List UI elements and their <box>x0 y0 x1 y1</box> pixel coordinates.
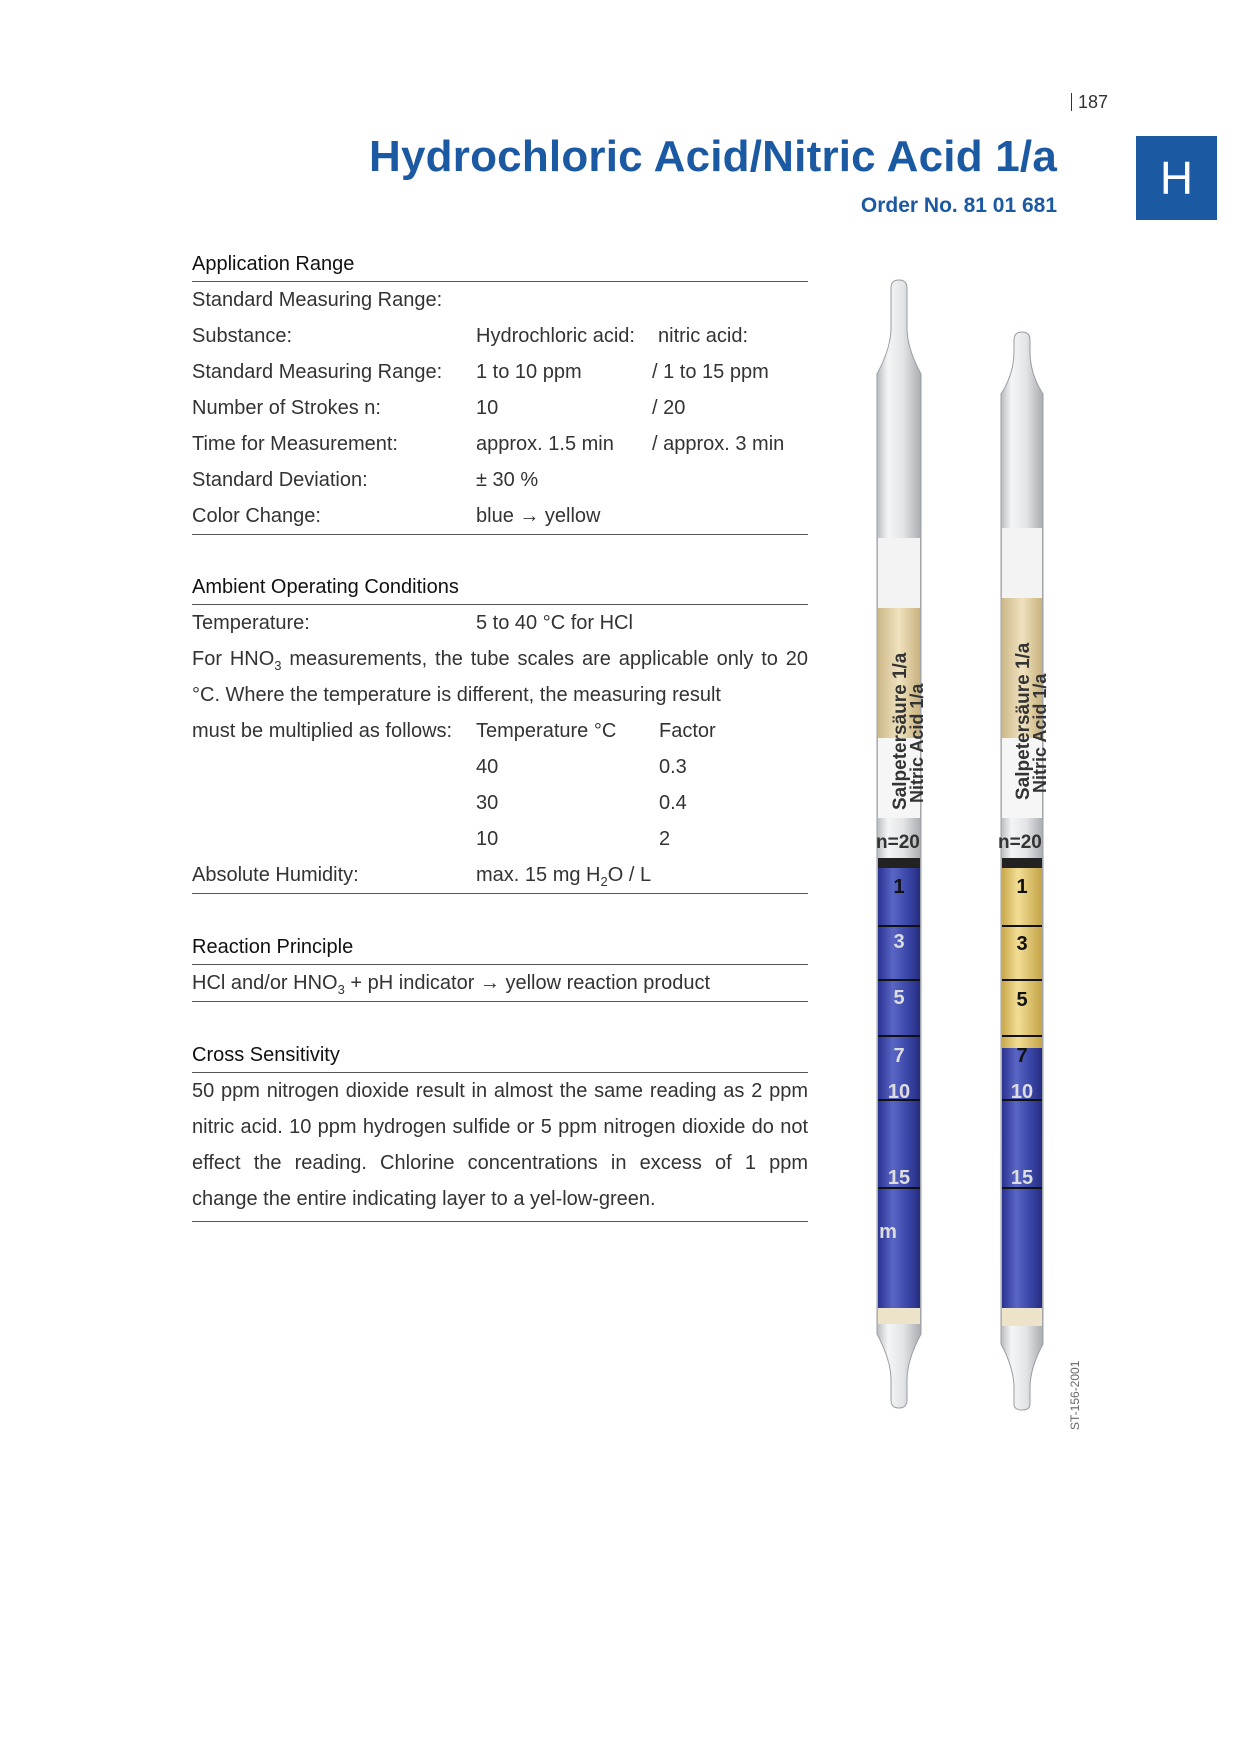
scale-label: 7 <box>1016 1045 1028 1067</box>
table-row: Standard Measuring Range: <box>192 289 443 311</box>
unit-label: m <box>879 1221 897 1243</box>
table-row: Temperature: 5 to 40 °C for HCl <box>192 612 633 634</box>
tube-2 <box>1001 332 1043 1410</box>
scale-label: 10 <box>1010 1081 1034 1103</box>
table-row: Substance: Hydrochloric acid: nitric acid: <box>192 325 749 347</box>
application-range-section <box>192 250 808 535</box>
table-row: Absolute Humidity: max. 15 mg $H_2O$ / L <box>192 857 808 894</box>
page-title: Hydrochloric Acid/Nitric Acid 1/a <box>369 132 1057 181</box>
reaction-principle-section <box>192 933 808 1002</box>
section-title: Cross Sensitivity <box>192 1041 808 1073</box>
table-row: 30 0.4 <box>476 792 687 814</box>
table-row: Time for Measurement: approx. 1.5 min / approx. 3 min <box>192 433 785 455</box>
scale-label: 3 <box>893 931 905 953</box>
order-number: Order No. 81 01 681 <box>860 194 1057 217</box>
table-row: Standard Deviation: ± 30 % <box>192 469 539 491</box>
reaction-text: HCl and/or $HNO_3$ + pH indicator → yellow reaction product <box>192 965 808 1002</box>
tube-1-label-a: Salpetersäure 1/a <box>890 652 911 810</box>
tube-2-label-a: Salpetersäure 1/a <box>1013 642 1034 800</box>
tube-2-label-b: Nitric Acid 1/a <box>1030 673 1050 793</box>
scale-label: 15 <box>1010 1167 1034 1189</box>
table-row: Number of Strokes n: 10 / 20 <box>192 397 686 419</box>
tube-2-strokes: n=20 <box>998 832 1042 853</box>
image-reference: ST-156-2001 <box>1068 1360 1082 1430</box>
tube-1-label-b: Nitric Acid 1/a <box>907 683 927 803</box>
table-row: Color Change: blue → yellow <box>192 498 808 535</box>
cross-sensitivity-text: 50 ppm nitrogen dioxide result in almost the same reading as 2 ppm nitric acid. 10 ppm hydrogen sulfide or 5 ppm nitrogen dioxide do not effect the reading. Chlorine concentrations in excess of 1 ppm change the entire indicating layer to a yel-low-green. <box>192 1073 808 1222</box>
temperature-note: For $HNO_3$ measurements, the tube scales are applicable only to 20 °C. Where the temperature is different, the measuring result <box>192 648 808 706</box>
scale-label: 7 <box>893 1045 905 1067</box>
detector-tubes-image <box>846 278 1066 1428</box>
table-row: must be multiplied as follows: Temperature °C Factor <box>192 720 716 742</box>
section-title: Application Range <box>192 250 808 282</box>
section-tab-h: H <box>1136 136 1217 220</box>
page-number: 187 <box>1071 92 1108 113</box>
scale-label: 1 <box>1016 876 1028 898</box>
scale-label: 3 <box>1016 933 1028 955</box>
scale-label: 10 <box>887 1081 911 1103</box>
table-row: Standard Measuring Range: 1 to 10 ppm / 1 to 15 ppm <box>192 361 769 383</box>
section-title: Ambient Operating Conditions <box>192 573 808 605</box>
scale-label: 15 <box>887 1167 911 1189</box>
section-title: Reaction Principle <box>192 933 808 965</box>
table-row: 40 0.3 <box>476 756 687 778</box>
ambient-conditions-section <box>192 573 808 894</box>
tube-1-strokes: n=20 <box>876 832 920 853</box>
scale-label: 5 <box>1016 989 1028 1011</box>
table-row: 10 2 <box>476 828 671 850</box>
scale-label: 5 <box>893 987 905 1009</box>
cross-sensitivity-section <box>192 1041 808 1222</box>
scale-label: 1 <box>893 876 905 898</box>
